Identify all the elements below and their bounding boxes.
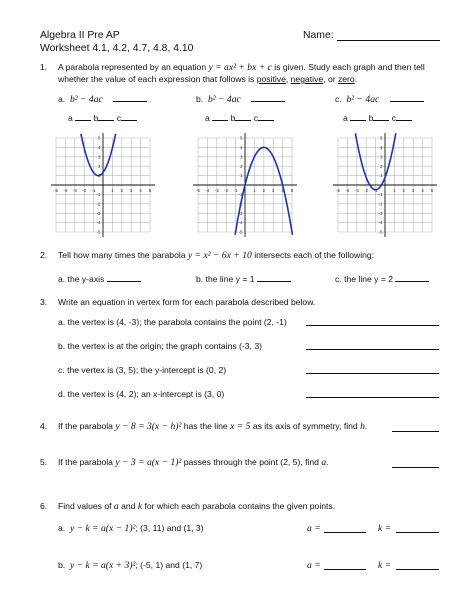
q1-line1 (58, 62, 425, 73)
abc-c-label: c (253, 113, 259, 123)
abc-c-blank[interactable] (121, 111, 137, 121)
q1-part-a-blank[interactable] (113, 92, 147, 102)
q2-c-text: c. the line y = 2 (335, 274, 394, 284)
q4-text-b: has the line (183, 421, 228, 431)
q5-line: If the parabola y − 3 = a(x − 1)² passes through the point (2, 5), find a. (58, 457, 329, 468)
q4-var: h (360, 421, 365, 432)
q3-item-d: d. the vertex is (4, 2); an x-intercept is (3, 0) (58, 389, 225, 399)
q6-a-letter: a. (58, 523, 66, 533)
y-tick-label: -4 (238, 220, 243, 226)
q6-a-points: ; (3, 11) and (1, 3) (135, 523, 204, 533)
q1-line2: whether the value of each expression that follows is positive, negative, or zero. (58, 74, 358, 84)
x-tick-label: -2 (224, 188, 229, 193)
y-tick-label: 1 (380, 173, 383, 179)
name-label: Name: (303, 30, 334, 41)
q1-text-a: A parabola represented by an equation (58, 62, 207, 72)
q2-b-text: b. the line y = 1 (196, 274, 255, 284)
q5-equation: y − 3 = a(x − 1)² (115, 457, 182, 468)
y-tick-label: 5 (98, 135, 101, 141)
y-tick-label: 3 (380, 154, 383, 160)
q1-part-a-expr: b² − 4ac (69, 94, 103, 105)
q6-text-a: Find values of (58, 501, 112, 511)
y-tick-label: -2 (378, 201, 383, 207)
x-tick-label: -5 (336, 188, 340, 193)
q3-item-b: b. the vertex is at the origin; the graph contains (-3, 3) (58, 341, 262, 351)
abc-row-c (343, 111, 412, 123)
q2-c-blank[interactable] (395, 272, 429, 282)
q1-or: or (327, 74, 336, 84)
x-tick-label: -5 (196, 188, 200, 193)
q6-b-letter: b. (58, 560, 66, 570)
abc-c-blank[interactable] (258, 111, 274, 121)
y-tick-label: 4 (240, 145, 243, 150)
q1-equation: y = ax² + bx + c (208, 62, 272, 73)
abc-a-blank[interactable] (350, 111, 366, 121)
graph-b (193, 133, 297, 237)
y-tick-label: 5 (380, 135, 383, 141)
q3-item-a: a. the vertex is (4, -3); the parabola contains the point (2, -1) (58, 317, 287, 327)
q2-b (196, 272, 291, 284)
x-tick-label: -4 (205, 188, 210, 193)
x-tick-label: 4 (421, 188, 424, 193)
name-blank[interactable] (337, 31, 440, 41)
y-tick-label: 1 (98, 173, 101, 179)
y-tick-label: 3 (98, 154, 101, 160)
q2-a (58, 272, 141, 284)
q1-part-c (335, 92, 424, 105)
q6-b-k-blank[interactable] (396, 560, 439, 570)
q5-blank[interactable] (392, 458, 439, 468)
y-tick-label: -1 (96, 192, 101, 197)
x-tick-label: 5 (290, 188, 294, 193)
q3-text: Write an equation in vertex form for each parabola described below. (58, 297, 316, 307)
q1-part-c-letter: c. (335, 94, 342, 104)
x-tick-label: 3 (130, 188, 133, 193)
y-tick-label: -5 (96, 229, 101, 235)
q4-number: 4. (40, 421, 48, 431)
q3-item-c: c. the vertex is (3, 5); the y-intercept is (0, 2) (58, 365, 227, 375)
y-tick-label: -5 (378, 229, 383, 235)
q5-text-a: If the parabola (58, 457, 113, 467)
abc-b-label: b (93, 113, 99, 123)
y-tick-label: -1 (378, 192, 383, 197)
q2-c (335, 272, 429, 284)
worksheet-title: Worksheet 4.1, 4.2, 4.7, 4.8, 4.10 (40, 43, 194, 54)
x-tick-label: 4 (281, 188, 284, 193)
graph-a (51, 133, 155, 237)
q1-number: 1. (40, 62, 48, 72)
graph-c (333, 133, 437, 237)
q1-zero: zero (337, 74, 355, 84)
q6-a-a-eq: a = (307, 523, 321, 534)
x-tick-label: -2 (364, 188, 369, 193)
abc-row-b (205, 111, 274, 123)
abc-b-blank[interactable] (98, 111, 114, 121)
y-tick-label: 5 (240, 135, 243, 141)
q6-b-a-blank[interactable] (324, 560, 366, 570)
abc-c-blank[interactable] (396, 111, 412, 121)
q1-part-b-letter: b. (196, 94, 204, 104)
abc-b-label: b (368, 113, 374, 123)
q3-number: 3. (40, 297, 48, 307)
x-tick-label: -3 (214, 188, 219, 193)
q6-line (58, 501, 335, 512)
x-tick-label: -2 (82, 188, 87, 193)
x-tick-label: -3 (354, 188, 359, 193)
q6-item-b (58, 560, 202, 571)
q4-text-c: as its axis of symmetry, find (252, 421, 358, 431)
abc-b-blank[interactable] (373, 111, 389, 121)
q1-part-a-letter: a. (58, 94, 66, 104)
y-tick-label: -2 (96, 201, 101, 207)
q4-text-a: If the parabola (58, 421, 113, 431)
q1-line2-text: whether the value of each expression that follows is (58, 74, 255, 84)
q6-b-k-eq: k = (378, 560, 392, 571)
abc-a-blank[interactable] (75, 111, 91, 121)
x-tick-label: 3 (272, 188, 275, 193)
x-tick-label: 2 (120, 188, 123, 193)
q1-part-a (58, 92, 147, 105)
x-tick-label: 1 (393, 188, 396, 193)
abc-c-label: c (391, 113, 397, 123)
y-tick-label: -2 (238, 201, 243, 207)
q1-text-b: is given. Study each graph and then tell (274, 62, 425, 72)
x-tick-label: -5 (54, 188, 58, 193)
q2-number: 2. (40, 250, 48, 260)
q1-part-b (196, 92, 285, 105)
q6-b-points: ; (-5, 1) and (1, 7) (135, 560, 203, 570)
q6-number: 6. (40, 501, 48, 511)
q2-b-blank[interactable] (257, 272, 291, 282)
x-tick-label: -1 (233, 188, 238, 193)
q4-equation: y − 8 = 3(x − h)² (115, 421, 182, 432)
x-tick-label: 5 (148, 188, 152, 193)
q6-a-var: a (113, 501, 119, 512)
q2-text-b: intersects each of the following: (254, 250, 375, 260)
q1-negative: negative (290, 74, 324, 84)
q3-d-blank[interactable] (306, 388, 439, 398)
y-tick-label: -5 (238, 229, 243, 235)
q1-positive: positive (256, 74, 286, 84)
abc-a-blank[interactable] (212, 111, 228, 121)
y-tick-label: -1 (238, 192, 243, 197)
q4-blank[interactable] (392, 422, 439, 432)
q4-line: If the parabola y − 8 = 3(x − h)² has the line x = 5 as its axis of symmetry, find h. (58, 421, 368, 432)
x-tick-label: 3 (412, 188, 415, 193)
q1-part-c-expr: b² − 4ac (346, 94, 380, 105)
y-tick-label: 2 (380, 163, 383, 169)
q6-k-var: k (137, 501, 143, 512)
y-tick-label: 1 (240, 173, 243, 179)
q1-part-b-blank[interactable] (251, 92, 285, 102)
q3-c-blank[interactable] (306, 364, 439, 374)
y-tick-label: 2 (98, 163, 101, 169)
q6-and: and (121, 501, 136, 511)
x-tick-label: 1 (253, 188, 256, 193)
q2-a-blank[interactable] (107, 272, 141, 282)
q6-a-a-blank[interactable] (324, 523, 366, 533)
y-tick-label: -4 (378, 220, 383, 226)
q5-text-b: passes through the point (2, 5), find (183, 457, 319, 467)
q5-var: a (321, 457, 327, 468)
q3-a-blank[interactable] (306, 316, 439, 326)
q2-a-text: a. the y-axis (58, 274, 105, 284)
abc-b-label: b (230, 113, 236, 123)
abc-row-a (68, 111, 137, 123)
q1-part-c-blank[interactable] (390, 92, 424, 102)
abc-a-label: a (68, 113, 73, 123)
q6-text-b: for which each parabola contains the given points. (144, 501, 336, 511)
q2-line (58, 250, 374, 261)
q6-item-a (58, 523, 204, 534)
x-tick-label: -4 (63, 188, 68, 193)
y-tick-label: 4 (380, 145, 383, 150)
y-tick-label: -3 (378, 210, 383, 216)
course-title: Algebra II Pre AP (40, 30, 120, 41)
y-tick-label: 2 (240, 163, 243, 169)
q6-b-equation: y − k = a(x + 3)² (69, 560, 136, 571)
y-tick-label: -3 (96, 210, 101, 216)
y-tick-label: -4 (96, 220, 101, 226)
x-tick-label: 2 (262, 188, 265, 193)
q3-b-blank[interactable] (306, 340, 439, 350)
x-tick-label: 2 (402, 188, 405, 193)
q6-a-equation: y − k = a(x − 1)² (69, 523, 136, 534)
abc-a-label: a (343, 113, 348, 123)
q4-line-eq: x = 5 (230, 421, 251, 432)
q6-b-a-eq: a = (307, 560, 321, 571)
abc-a-label: a (205, 113, 210, 123)
q2-equation: y = x² − 6x + 10 (187, 250, 252, 261)
y-tick-label: -3 (238, 210, 243, 216)
q1-part-b-expr: b² − 4ac (207, 94, 241, 105)
x-tick-label: -1 (91, 188, 96, 193)
x-tick-label: -4 (345, 188, 350, 193)
q6-a-k-blank[interactable] (396, 523, 439, 533)
x-tick-label: 1 (111, 188, 114, 193)
x-tick-label: 5 (430, 188, 434, 193)
abc-b-blank[interactable] (235, 111, 251, 121)
abc-c-label: c (116, 113, 122, 123)
q2-text-a: Tell how many times the parabola (58, 250, 186, 260)
x-tick-label: -1 (373, 188, 378, 193)
q5-number: 5. (40, 457, 48, 467)
q6-a-k-eq: k = (378, 523, 392, 534)
y-tick-label: 4 (98, 145, 101, 150)
y-tick-label: 3 (240, 154, 243, 160)
x-tick-label: -3 (72, 188, 77, 193)
x-tick-label: 4 (139, 188, 142, 193)
